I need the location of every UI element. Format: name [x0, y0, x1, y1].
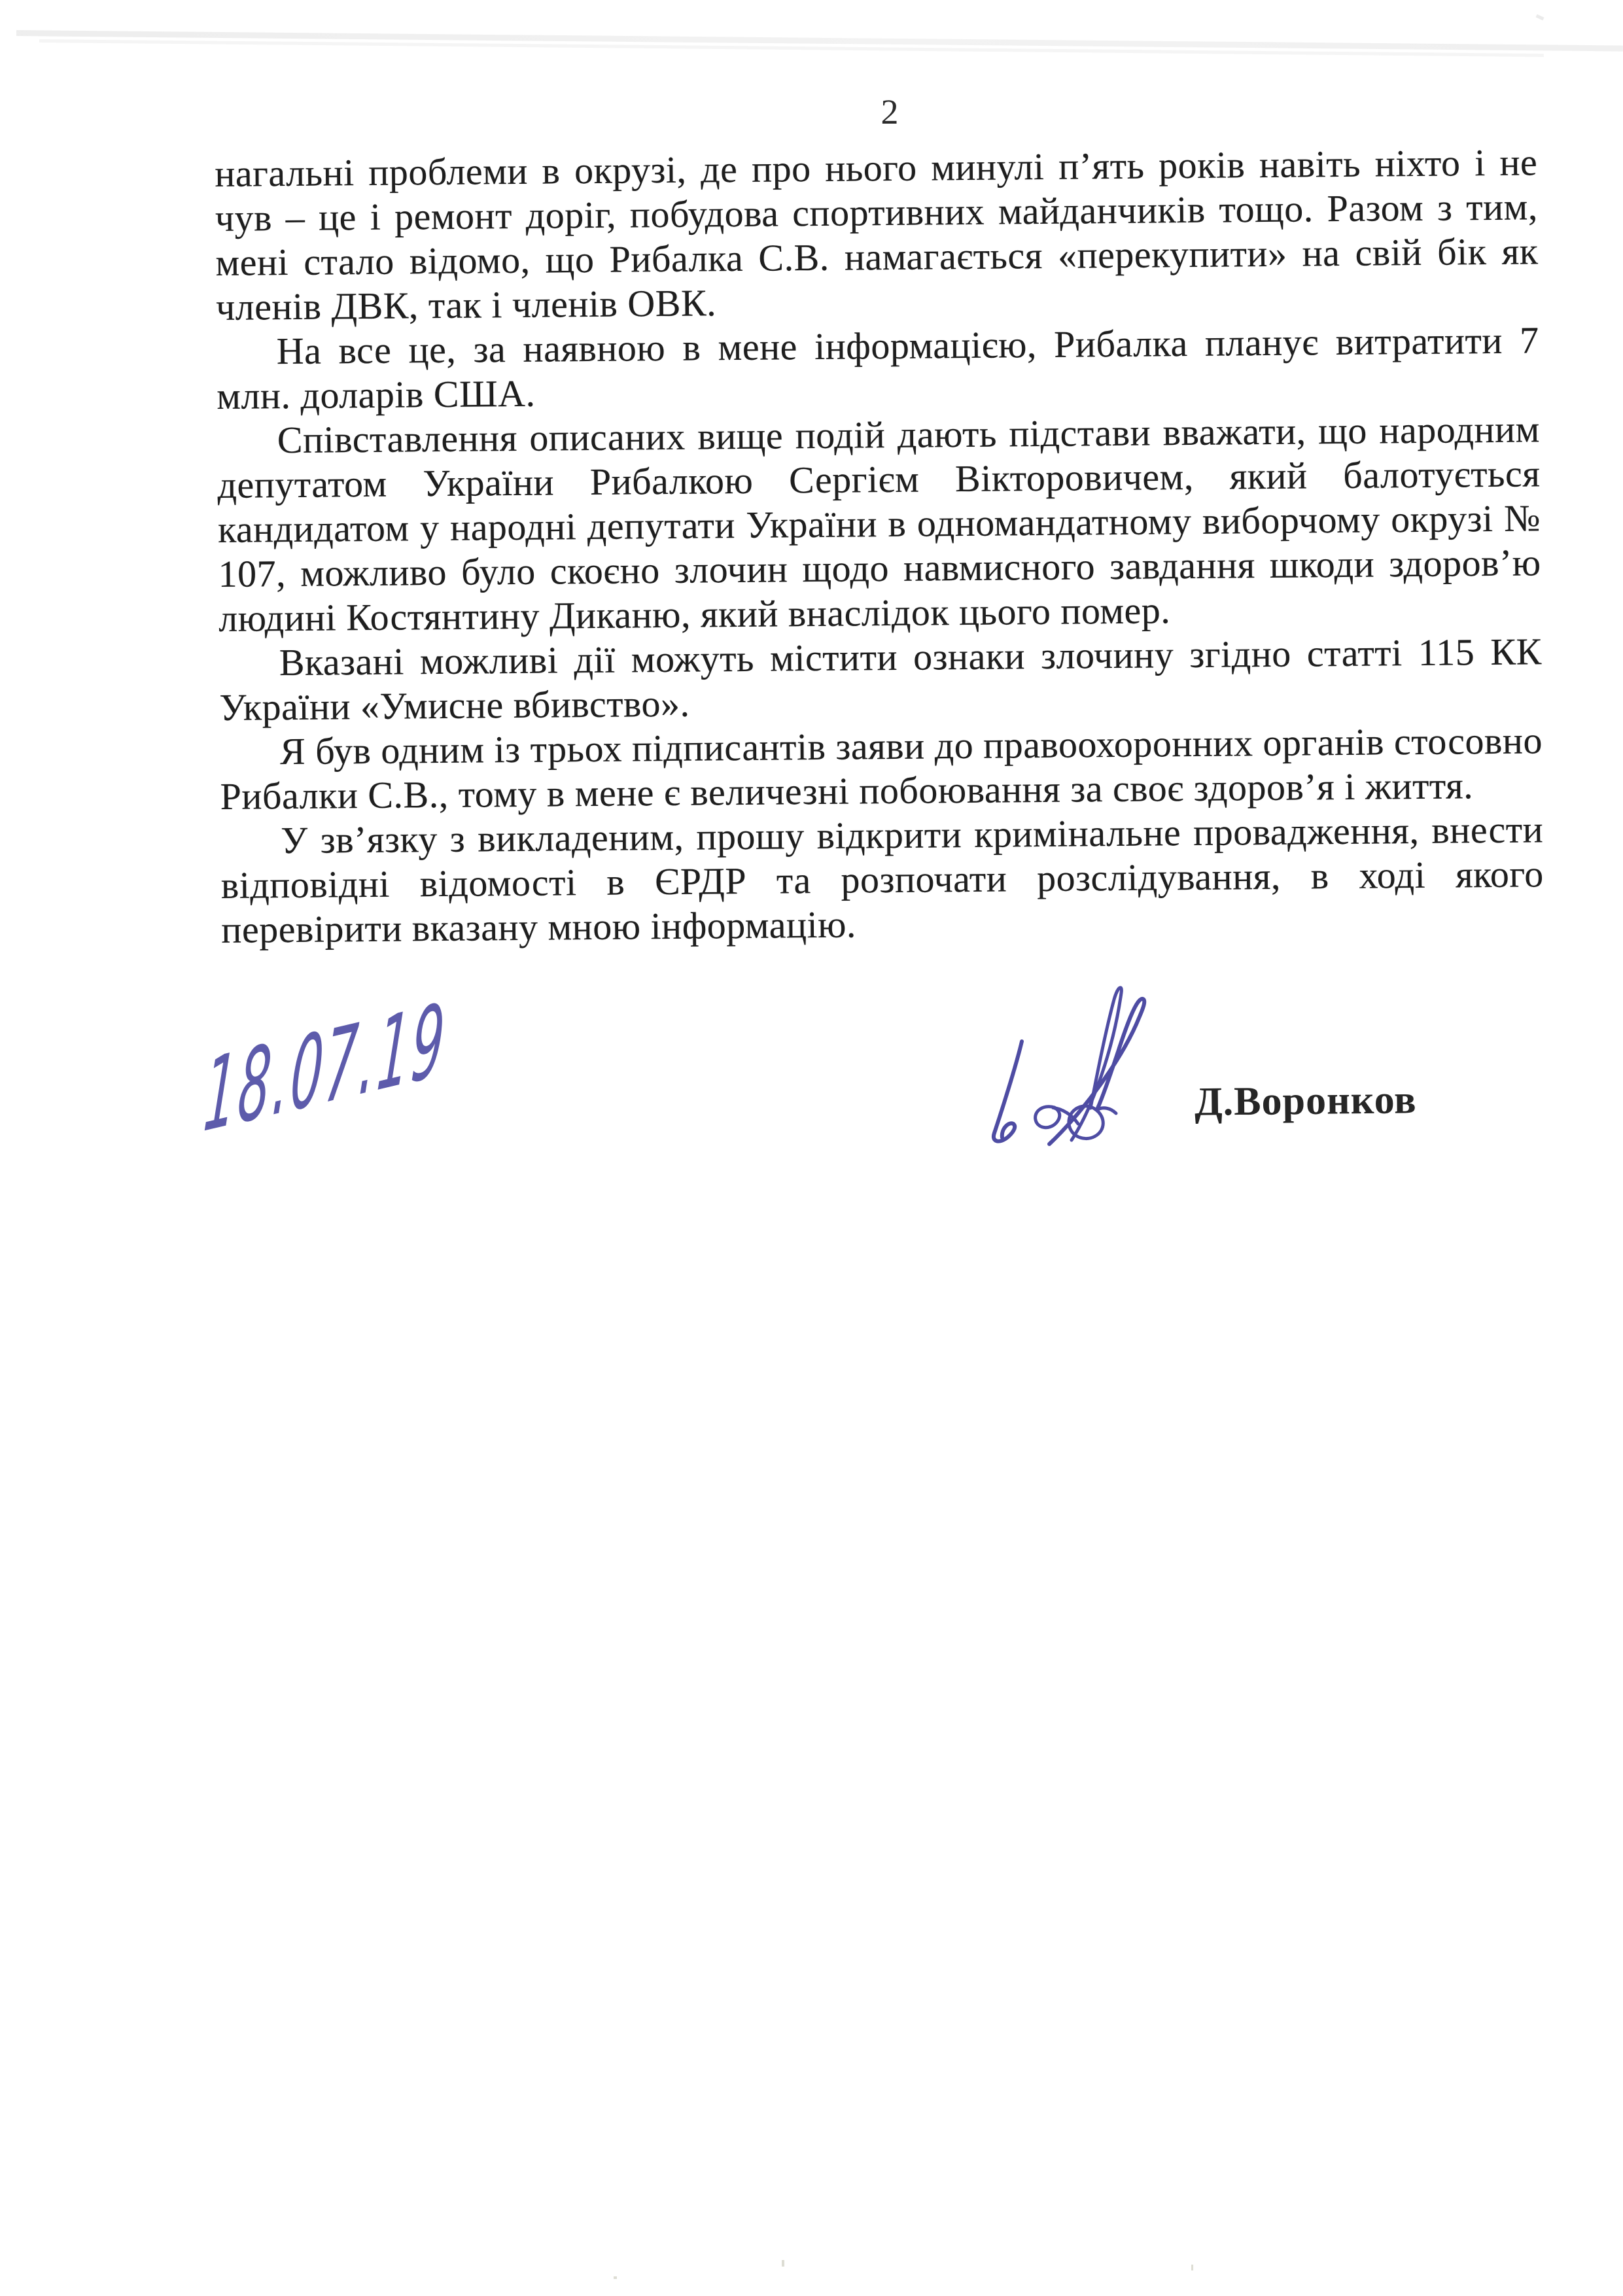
paragraph: Співставлення описаних вище подій дають підстави вважати, що народним депутатом України Рибалкою Сергієм Вікторовичем, який балотується кандидатом у народні депутати України в одномандатному виборчому окрузі № 107, можливо було скоєно злочин щодо навмисного завдання шкоди здоров’ю людині Костянтину Диканю, який внаслідок цього помер.: [217, 408, 1541, 640]
signer-name: Д.Воронков: [1194, 1077, 1417, 1124]
handwritten-date: 18.07.19: [200, 981, 450, 1155]
paragraph: На все це, за наявною в мене інформацією, Рибалка планує витратити 7 млн. доларів США.: [216, 319, 1539, 417]
page-number: 2: [881, 92, 899, 131]
scan-artifact-speck: [1191, 2265, 1193, 2270]
scan-artifact-speck: [782, 2260, 784, 2267]
paragraph: Вказані можливі дії можуть містити ознаки злочину згідно статті 115 КК України «Умисне вбивство».: [219, 630, 1543, 729]
scan-artifact-speck: [1536, 14, 1544, 21]
scan-artifact-speck: [614, 2276, 617, 2279]
document-body: [215, 140, 1544, 952]
paragraph: Я був одним із трьох підписантів заяви до правоохоронних органів стосовно Рибалки С.В., тому в мене є величезні побоювання за своє здоров’я і життя.: [220, 719, 1543, 818]
paragraph: У зв’язку з викладеним, прошу відкрити кримінальне провадження, внести відповідні відомості в ЄРДР та розпочати розслідування, в ході якого перевірити вказану мною інформацію.: [220, 808, 1544, 951]
paragraph: нагальні проблеми в окрузі, де про нього минулі п’ять років навіть ніхто і не чув – це і ремонт доріг, побудова спортивних майданчиків тощо. Разом з тим, мені стало відомо, що Рибалка С.В. намагається «перекупити» на свій бік як членів ДВК, так і членів ОВК.: [215, 141, 1539, 328]
signature-scribble-icon: [973, 979, 1189, 1149]
